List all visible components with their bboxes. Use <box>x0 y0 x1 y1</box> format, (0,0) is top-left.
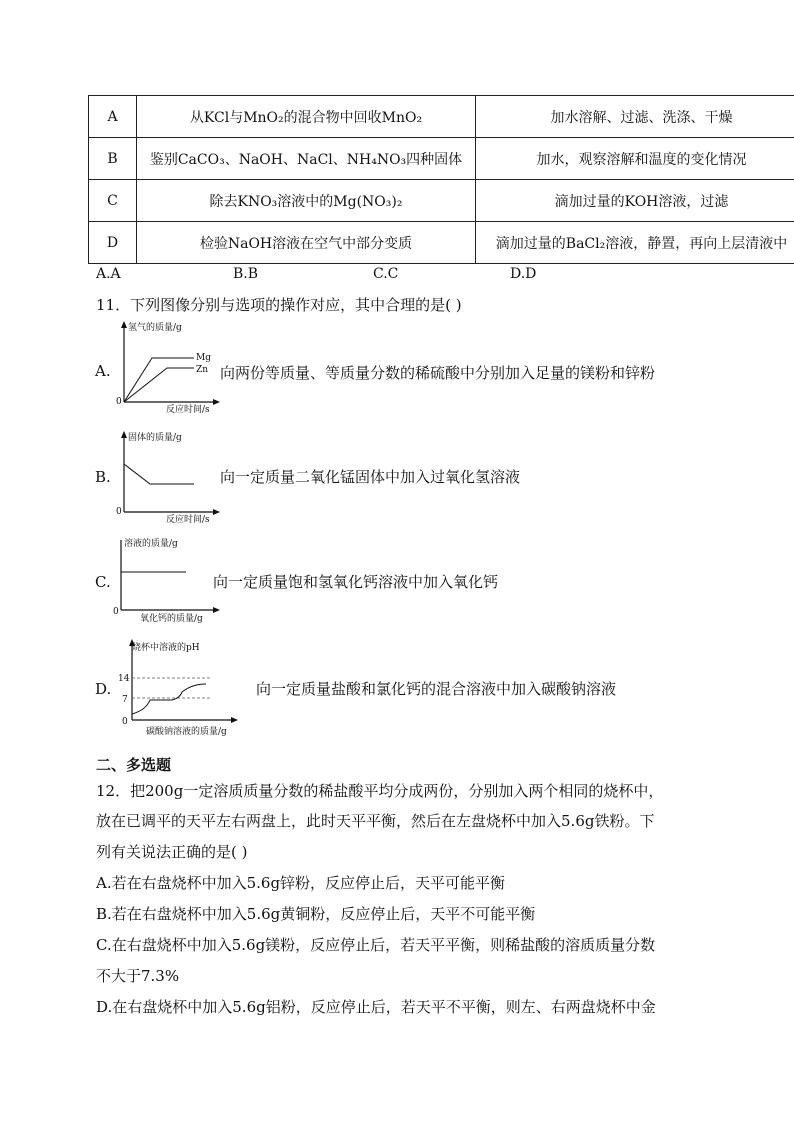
table-row <box>89 222 794 264</box>
origin-label: 0 <box>113 607 119 617</box>
x-axis-label: 氧化钙的质量/g <box>140 614 203 624</box>
x-axis-label: 反应时间/s <box>166 515 210 524</box>
y-axis-arrow <box>121 431 127 438</box>
y-axis-arrow <box>121 321 127 328</box>
x-axis-label: 反应时间/s <box>166 405 210 414</box>
q12-stem-line-3: 列有关说法正确的是( ) <box>96 843 248 861</box>
x-axis-arrow <box>213 607 220 613</box>
q12-option-a[interactable]: A.若在右盘烧杯中加入5.6g锌粉，反应停止后，天平可能平衡 <box>96 874 506 892</box>
series-line <box>124 464 194 484</box>
origin-label: 0 <box>116 397 122 407</box>
table-cell-purpose: 除去KNO₃溶液中的Mg(NO₃)₂ <box>137 180 476 222</box>
q12-option-d[interactable]: D.在右盘烧杯中加入5.6g铝粉，反应停止后，若天平不平衡，则左、右两盘烧杯中金 <box>96 998 656 1016</box>
q11-graph-d <box>112 636 258 740</box>
section-title: 二、多选题 <box>96 756 172 774</box>
table-cell-purpose: 检验NaOH溶液在空气中部分变质 <box>137 222 476 264</box>
q10-options-table <box>88 95 794 264</box>
q11-stem: 11．下列图像分别与选项的操作对应，其中合理的是( ) <box>96 296 462 314</box>
table-cell-method: 加水溶解、过滤、洗涤、干燥 <box>476 96 794 138</box>
origin-label: 0 <box>116 507 122 517</box>
q11-option-a-text: 向两份等质量、等质量分数的稀硫酸中分别加入足量的镁粉和锌粉 <box>220 364 656 382</box>
tick-label-14: 14 <box>118 674 130 684</box>
q11-option-c-label[interactable]: C. <box>95 573 111 591</box>
table-cell-option: B <box>89 138 137 180</box>
q10-choice-d[interactable]: D.D <box>510 266 537 282</box>
q11-option-b-label[interactable]: B. <box>95 468 111 486</box>
q11-graph-c <box>112 536 222 624</box>
q12-stem-line-1: 12．把200g一定溶质质量分数的稀盐酸平均分成两份，分别加入两个相同的烧杯中， <box>96 782 664 800</box>
q11-graph-b <box>112 428 222 524</box>
y-axis-label: 烧杯中溶液的pH <box>132 643 200 653</box>
x-axis-arrow <box>213 509 220 515</box>
table-row <box>89 138 794 180</box>
tick-label-7: 7 <box>122 695 128 705</box>
table-cell-purpose: 鉴别CaCO₃、NaOH、NaCl、NH₄NO₃四种固体 <box>137 138 476 180</box>
table-cell-purpose: 从KCl与MnO₂的混合物中回收MnO₂ <box>137 96 476 138</box>
q10-choice-c[interactable]: C.C <box>373 266 399 282</box>
q11-option-d-label[interactable]: D. <box>95 680 112 698</box>
q11-option-d-text: 向一定质量盐酸和氯化钙的混合溶液中加入碳酸钠溶液 <box>256 680 617 698</box>
table-cell-method: 滴加过量的KOH溶液，过滤 <box>476 180 794 222</box>
x-axis-label: 碳酸钠溶液的质量/g <box>146 727 227 737</box>
q11-option-a-label[interactable]: A. <box>95 362 111 380</box>
q12-option-c[interactable]: C.在右盘烧杯中加入5.6g镁粉，反应停止后，若天平平衡，则稀盐酸的溶质质量分数 <box>96 936 656 954</box>
series-label-mg: Mg <box>196 353 211 363</box>
table-cell-option: D <box>89 222 137 264</box>
table-cell-method: 滴加过量的BaCl₂溶液，静置，再向上层清液中 <box>476 222 794 264</box>
q12-option-b[interactable]: B.若在右盘烧杯中加入5.6g黄铜粉，反应停止后，天平不可能平衡 <box>96 905 536 923</box>
series-label-zn: Zn <box>196 365 209 375</box>
q11-option-c-text: 向一定质量饱和氢氧化钙溶液中加入氧化钙 <box>213 573 499 591</box>
x-axis-arrow <box>213 399 220 405</box>
y-axis-label: 氢气的质量/g <box>128 323 182 333</box>
y-axis-label: 溶液的质量/g <box>124 539 178 549</box>
table-cell-option: A <box>89 96 137 138</box>
table-cell-method: 加水，观察溶解和温度的变化情况 <box>476 138 794 180</box>
q11-graph-a <box>112 318 222 414</box>
table-cell-option: C <box>89 180 137 222</box>
q11-option-b-text: 向一定质量二氧化锰固体中加入过氧化氢溶液 <box>220 468 521 486</box>
q12-stem-line-2: 放在已调平的天平左右两盘上，此时天平平衡，然后在左盘烧杯中加入5.6g铁粉。下 <box>96 812 655 830</box>
x-axis-arrow <box>231 717 238 723</box>
origin-label: 0 <box>122 717 128 727</box>
table-row <box>89 180 794 222</box>
q10-choice-b[interactable]: B.B <box>233 266 259 282</box>
series-line <box>132 684 206 714</box>
q10-choice-a[interactable]: A.A <box>96 266 121 282</box>
series-line-mg <box>124 358 194 402</box>
y-axis-label: 固体的质量/g <box>128 433 182 443</box>
table-row <box>89 96 794 138</box>
q12-option-c-cont: 不大于7.3% <box>96 967 180 985</box>
